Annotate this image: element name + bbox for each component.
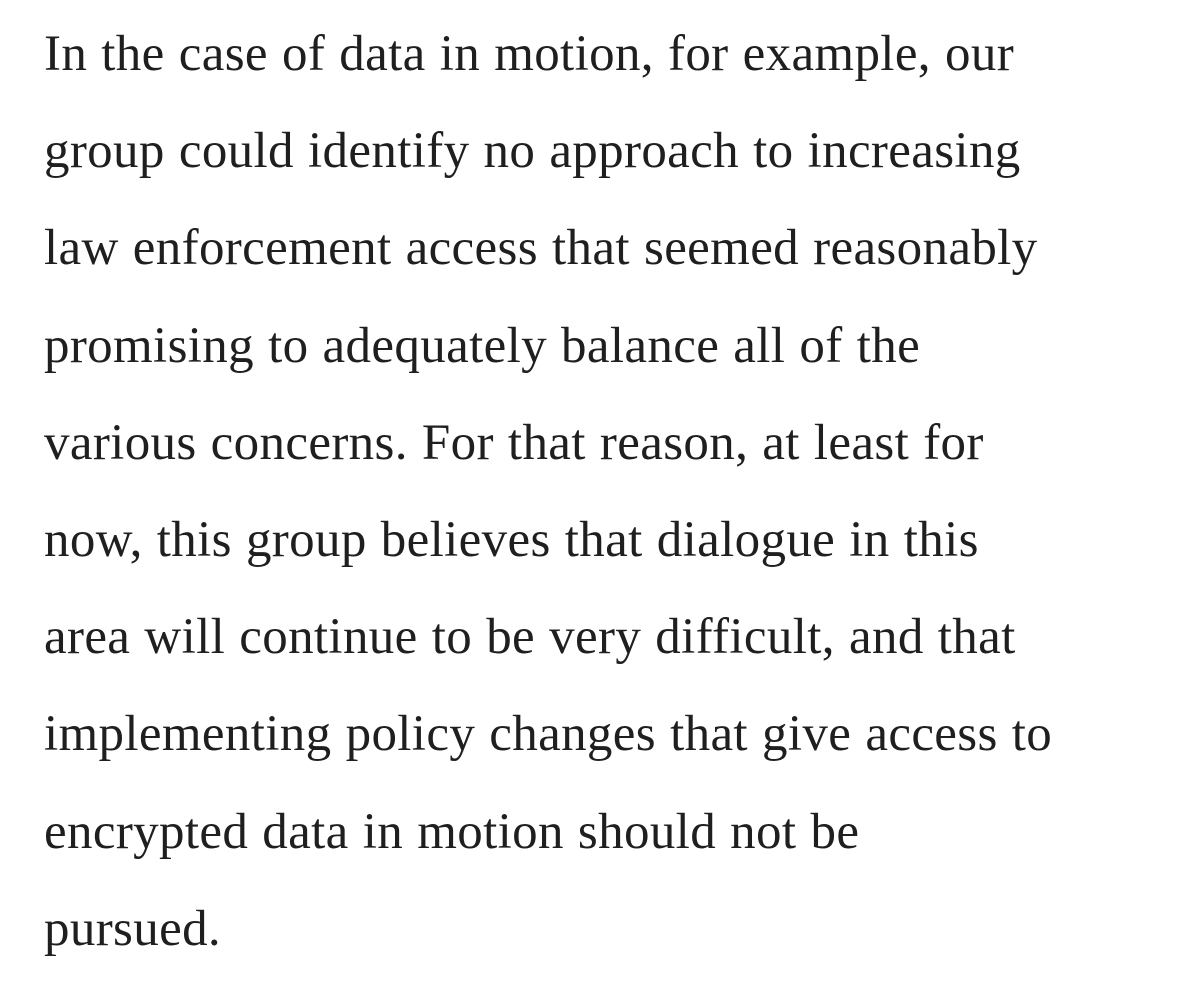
paragraph-line-9: encrypted data in motion should not be: [44, 803, 860, 860]
paragraph-line-2: group could identify no approach to increasing: [44, 123, 1021, 180]
paragraph-line-5: various concerns. For that reason, at least for: [44, 414, 984, 471]
paragraph-line-3: law enforcement access that seemed reasonably: [44, 220, 1038, 277]
paragraph-line-10: pursued.: [44, 900, 222, 957]
paragraph-line-7: area will continue to be very difficult, and that: [44, 609, 1016, 666]
paragraph-line-1: In the case of data in motion, for example, our: [44, 26, 1015, 82]
paragraph-line-4: promising to adequately balance all of the: [44, 317, 921, 374]
paragraph-line-8: implementing policy changes that give access to: [44, 706, 1053, 763]
paragraph-line-6: now, this group believes that dialogue in this: [44, 511, 979, 568]
paragraph: [44, 20, 1194, 992]
